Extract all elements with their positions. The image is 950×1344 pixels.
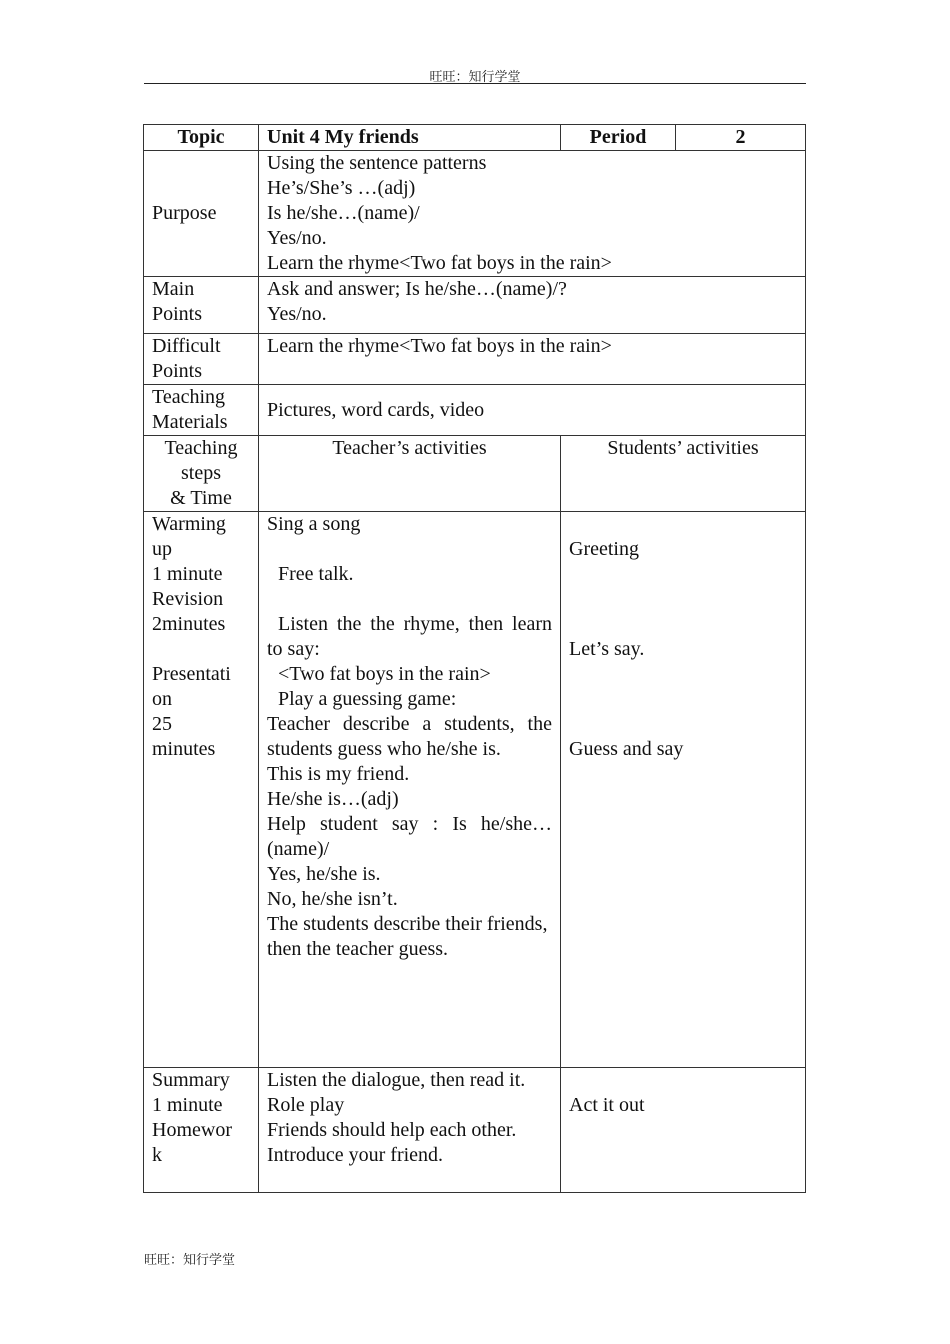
step-line: 2minutes [152, 613, 226, 635]
teacher-activity: Friends should help each other. [267, 1119, 517, 1141]
teacher-activity: The students describe their friends, [267, 913, 548, 935]
step-line: Summary [152, 1069, 230, 1091]
step-line: Revision [152, 588, 224, 610]
teacher-activity: Yes, he/she is. [267, 863, 381, 885]
main-students-cell [561, 512, 806, 1068]
topic-row [144, 125, 806, 151]
teacher-activity: Role play [267, 1094, 345, 1116]
spacer [569, 587, 797, 612]
teacher-activity: He/she is…(adj) [267, 788, 399, 810]
label-line: Points [152, 360, 203, 382]
summary-teacher-cell [259, 1068, 561, 1193]
purpose-line: Learn the rhyme<Two fat boys in the rain> [267, 252, 612, 274]
label-line: Teaching [152, 386, 226, 408]
step-line: 1 minute [152, 1094, 223, 1116]
teacher-activity: This is my friend. [267, 763, 410, 785]
label-line: Difficult [152, 335, 221, 357]
label-line: & Time [170, 487, 232, 509]
teaching-materials-label [144, 385, 259, 436]
period-label: Period [561, 125, 676, 151]
spacer [569, 562, 797, 587]
student-activity: Greeting [569, 538, 639, 560]
teacher-activity: then the teacher guess. [267, 938, 449, 960]
teacher-activity: Introduce your friend. [267, 1144, 444, 1166]
teacher-activity: Play a guessing game: [278, 688, 457, 710]
label-line: Materials [152, 411, 228, 433]
step-line: k [152, 1144, 162, 1166]
purpose-content [259, 151, 806, 277]
topic-label: Topic [144, 125, 259, 151]
step-line: Homewor [152, 1119, 232, 1141]
spacer [569, 612, 797, 637]
student-activity: Guess and say [569, 738, 684, 760]
student-activity: Let’s say. [569, 638, 645, 660]
spacer [569, 512, 797, 537]
purpose-row [144, 151, 806, 277]
main-steps-cell [144, 512, 259, 1068]
step-line: Presentati [152, 663, 231, 685]
main-activities-row [144, 512, 806, 1068]
label-line: Main [152, 278, 195, 300]
spacer [569, 1068, 797, 1093]
main-points-content [259, 277, 806, 334]
steps-header-row [144, 436, 806, 512]
period-value: 2 [676, 125, 806, 151]
step-line: minutes [152, 738, 216, 760]
teacher-activity: <Two fat boys in the rain> [278, 663, 491, 685]
step-line: 1 minute [152, 563, 223, 585]
teacher-activity: Free talk. [278, 563, 354, 585]
main-points-label [144, 277, 259, 334]
difficult-points-row [144, 334, 806, 385]
difficult-points-label [144, 334, 259, 385]
teaching-materials-content: Pictures, word cards, video [259, 385, 806, 436]
purpose-label: Purpose [144, 151, 259, 277]
step-line: up [152, 538, 172, 560]
teacher-activity: Sing a song [267, 513, 361, 535]
teacher-activity: Listen the dialogue, then read it. [267, 1069, 526, 1091]
spacer [267, 587, 552, 612]
main-points-row [144, 277, 806, 334]
summary-steps-cell [144, 1068, 259, 1193]
lesson-plan-table [143, 124, 806, 1193]
step-line: Warming [152, 513, 226, 535]
main-teacher-cell [259, 512, 561, 1068]
step-line: on [152, 688, 172, 710]
main-points-line: Ask and answer; Is he/she…(name)/? [267, 278, 567, 300]
teacher-activity: Teacher describe a students, the students guess who he/she is. [267, 713, 552, 760]
teaching-materials-row [144, 385, 806, 436]
difficult-points-content: Learn the rhyme<Two fat boys in the rain> [259, 334, 806, 385]
teacher-activities-header: Teacher’s activities [259, 436, 561, 512]
teacher-activity: No, he/she isn’t. [267, 888, 398, 910]
header-divider [144, 83, 806, 84]
spacer [569, 687, 797, 712]
students-activities-header: Students’ activities [561, 436, 806, 512]
summary-row [144, 1068, 806, 1193]
student-activity: Act it out [569, 1094, 645, 1116]
spacer [267, 537, 552, 562]
teacher-activity: Listen the the rhyme, then learn to say: [267, 613, 552, 660]
label-line: Teaching [164, 437, 238, 459]
spacer [569, 662, 797, 687]
spacer [152, 637, 250, 662]
steps-time-label [144, 436, 259, 512]
purpose-line: Using the sentence patterns [267, 152, 487, 174]
teacher-activity: Help student say : Is he/she…(name)/ [267, 813, 552, 860]
purpose-line: Yes/no. [267, 227, 327, 249]
step-line: 25 [152, 713, 172, 735]
purpose-line: He’s/She’s …(adj) [267, 177, 416, 199]
page-footer: 旺旺：知行学堂 [144, 1252, 236, 1267]
summary-students-cell [561, 1068, 806, 1193]
purpose-line: Is he/she…(name)/ [267, 202, 420, 224]
topic-value: Unit 4 My friends [259, 125, 561, 151]
spacer [569, 712, 797, 737]
label-line: Points [152, 303, 203, 325]
label-line: steps [181, 462, 221, 484]
main-points-line: Yes/no. [267, 303, 327, 325]
page-header: 旺旺：知行学堂 [429, 69, 521, 84]
